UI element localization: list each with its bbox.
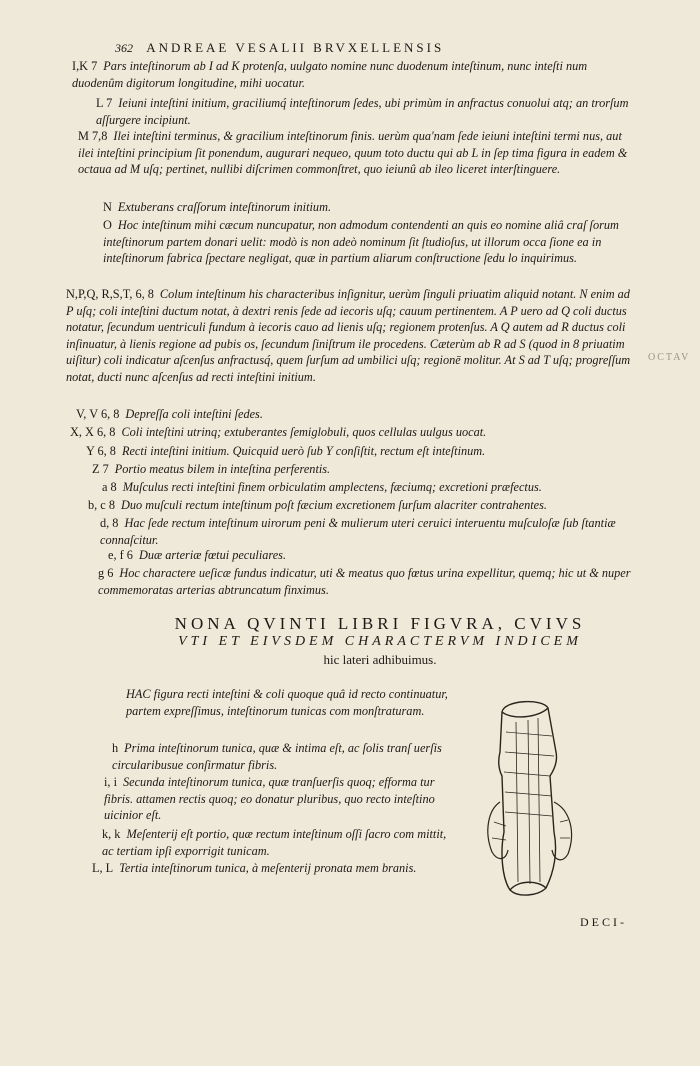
- entry-ref: N,P,Q, R,S,T, 6, 8: [66, 287, 154, 301]
- entry-ref: a 8: [102, 480, 117, 494]
- entry-text: Portio meatus bilem in inteſtina perferentis.: [114, 462, 331, 476]
- entry-ref: N: [103, 200, 112, 214]
- legend-entry: [96, 95, 636, 128]
- entry-ref: Z 7: [92, 462, 109, 476]
- legend-entry: [103, 199, 633, 216]
- running-title: ANDREAE VESALII BRVXELLENSIS: [146, 40, 445, 55]
- entry-ref: b, c 8: [88, 498, 115, 512]
- entry-ref: i, i: [104, 775, 117, 789]
- legend-entry: [78, 128, 638, 178]
- entry-text: Tertia inteſtinorum tunica, à meſenterij pronata mem branis.: [119, 861, 417, 875]
- figure-intro: [126, 686, 456, 719]
- entry-ref: e, f 6: [108, 548, 133, 562]
- legend-entry: [92, 461, 632, 478]
- legend-entry: [100, 515, 632, 548]
- entry-ref: k, k: [102, 827, 121, 841]
- entry-text: Colum inteſtinum his characteribus inſignitur, uerùm ſinguli priuatim aliquid notant. N enim ad P uſq; coli inteſtini ductum notat, à dextri renis ſede ad iecoris uſq; cauum pertinentem. A P uero ad Q coli ductus notatur, ſecundum uentriculi fundum à iecoris cauo ad lienis uſq; regionem protenſus. A Q autem ad R ductus coli inſinuatur, à lienis regione ad pubis os, ſecundum ſiniſtrum ile procedens. Cæterùm ab R ad S (quod in 8 priuatim uiſitur) coli indicatur aſcenſus anfractusq́, quem ſurſum ad umbilici uſq; regionē molitur. At S ad T uſq; progreſſum notat, ducti nunc aſcenſus ad recti inteſtini initium.: [66, 287, 631, 384]
- entry-text: Ieiuni inteſtini initium, graciliumq́ inteſtinorum ſedes, ubi primùm in anfractus conuolui atq; an trorſum aſſurgere incipiunt.: [96, 96, 629, 127]
- figure-title: NONA QVINTI LIBRI FIGVRA, CVIVS: [174, 614, 586, 633]
- entry-text: Recti inteſtini initium. Quicquid uerò ſub Y conſiſtit, rectum eſt inteſtinum.: [121, 444, 486, 458]
- entry-text: Prima inteſtinorum tunica, quæ & intima eſt, ac ſolis tranſ uerſis circularibusue conſirmatur fibris.: [112, 741, 442, 772]
- entry-ref: X, X 6, 8: [70, 425, 116, 439]
- entry-ref: I,K 7: [72, 59, 98, 73]
- entry-text: Extuberans craſſorum inteſtinorum initium.: [117, 200, 332, 214]
- bleed-through-text: OCTAV: [648, 352, 691, 363]
- entry-ref: V, V 6, 8: [76, 407, 120, 421]
- catchword: DECI-: [580, 915, 627, 929]
- entry-ref: L 7: [96, 96, 113, 110]
- page-number: 362: [115, 41, 133, 55]
- figure-subtitle: VTI ET EIVSDEM CHARACTERVM INDICEM: [178, 634, 582, 649]
- figure-legend-entry: [112, 740, 456, 773]
- entry-text: HAC figura recti inteſtini & coli quoque quâ id recto continuatur, partem expreſſimus, inteſtinorum tunicas com monſtraturam.: [126, 687, 448, 718]
- entry-text: Coli inteſtini utrinq; extuberantes ſemiglobuli, quos cellulas uulgus uocat.: [121, 425, 487, 439]
- entry-text: Hoc charactere ueſicæ fundus indicatur, uti & meatus quo fœtus urina expellitur, quemq; hic ut & nuper commemoratas arterias abtruncatum finximus.: [98, 566, 631, 597]
- legend-entry: [86, 443, 636, 460]
- entry-text: Ilei inteſtini terminus, & gracilium inteſtinorum finis. uerùm qua'nam ſede ieiuni inteſtini termi nus, aut ilei inteſtini principium ſit ponendum, augurari nequeo, quum toto ductu qui ab L in ſep tima figura in eadem & octaua ad M uſq; pertinet, nullibi diſcrimen commonſtret, quo ieiunû ab ileo liceret interſtinguere.: [78, 129, 628, 177]
- legend-entry: [108, 547, 632, 564]
- entry-ref: d, 8: [100, 516, 119, 530]
- entry-ref: Y 6, 8: [86, 444, 116, 458]
- entry-text: Duo muſculi rectum inteſtinum poſt fæcium excretionem ſurſum alacriter contrahentes.: [120, 498, 547, 512]
- entry-text: Hoc inteſtinum mihi cæcum nuncupatur, non admodum contendenti an quis eo nomine aliâ craſ ſorum inteſtinorum partem donari uelit: modò is non adeò nominum ſit ſtudioſus, ut illorum occa ſione ea in inteſtinorum fabrica ſpectare negligat, quæ in partium aliarum conſtructione ſedu lo inquirimus.: [103, 218, 619, 266]
- entry-text: Muſculus recti inteſtini finem orbiculatim amplectens, fæciumq; excretioni præfectus.: [122, 480, 542, 494]
- entry-text: Pars inteſtinorum ab I ad K protenſa, uulgato nomine nunc duodenum inteſtinum, nunc inteſti num duodenûm digitorum longitudine, mihi uocatur.: [72, 59, 588, 90]
- legend-entry: [70, 424, 636, 441]
- entry-text: Hac ſede rectum inteſtinum uirorum peni & mulierum uteri ceruici interuentu muſculoſæ ſub ſtantiæ connaſcitur.: [100, 516, 616, 547]
- entry-text: Secunda inteſtinorum tunica, quæ tranſuerſis quoq; efforma tur fibris. attamen rectis quoq; eo donatur pluribus, quo recto inteſtino uicinior eſt.: [104, 775, 435, 823]
- entry-ref: M 7,8: [78, 129, 108, 143]
- entry-text: Duæ arteriæ fœtui peculiares.: [138, 548, 287, 562]
- legend-entry: [98, 565, 632, 598]
- legend-entry: [102, 479, 632, 496]
- entry-ref: L, L: [92, 861, 114, 875]
- entry-text: Meſenterij eſt portio, quæ rectum inteſtinum oſſi ſacro com mittit, ac tertiam ipſi exporrigit tunicam.: [102, 827, 447, 858]
- legend-entry: [66, 286, 636, 386]
- figure-legend-entry: [102, 826, 456, 859]
- page-header: [115, 40, 444, 56]
- entry-ref: g 6: [98, 566, 114, 580]
- entry-text: Depreſſa coli inteſtini ſedes.: [125, 407, 263, 421]
- figure-subtitle-line3: hic lateri adhibuimus.: [323, 652, 437, 667]
- figure-legend-entry: [92, 860, 456, 877]
- entry-ref: h: [112, 741, 119, 755]
- figure-legend-entry: [104, 774, 456, 824]
- legend-entry: [76, 406, 636, 423]
- legend-entry: [88, 497, 632, 514]
- legend-entry: [72, 58, 632, 91]
- legend-entry: [103, 217, 633, 267]
- intestine-woodcut-illustration: [472, 692, 590, 902]
- entry-ref: O: [103, 218, 112, 232]
